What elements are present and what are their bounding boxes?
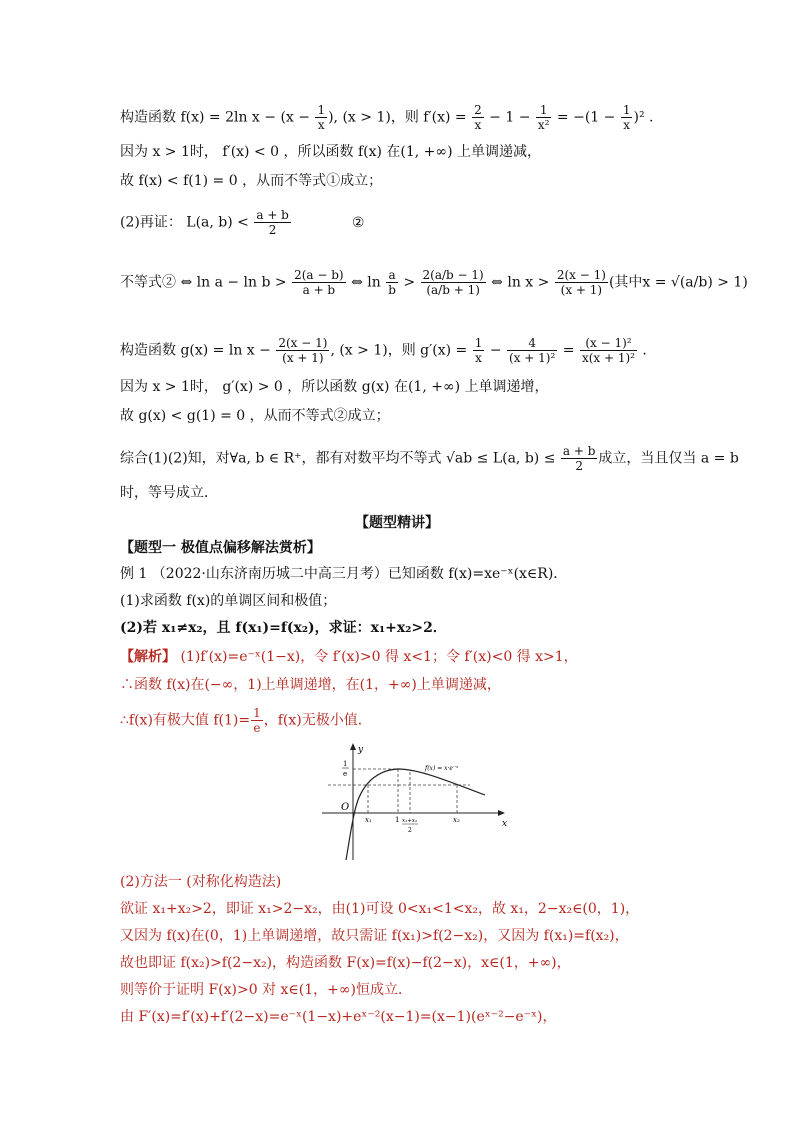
numerator: 1 <box>474 336 483 350</box>
text: ∴f(x)有极大值 f(1)= <box>120 712 251 729</box>
text: ), (x > 1)，则 f′(x) = <box>328 109 472 126</box>
numerator: 2(a − b) <box>294 268 344 282</box>
method-line-6: 由 F′(x)=f′(x)+f′(2−x)=e⁻ˣ(1−x)+eˣ⁻²(x−1)=(x−1)(eˣ⁻²−e⁻ˣ)， <box>120 1009 557 1025</box>
solution-line-2: ∴函数 f(x)在(−∞，1)上单调递增，在(1，+∞)上单调递减， <box>120 677 501 693</box>
numerator: 2(a/b − 1) <box>422 268 484 282</box>
text: (2)再证： L(a, b) < <box>120 214 254 231</box>
text: > <box>398 274 420 291</box>
x1-label: x₁ <box>365 816 372 824</box>
numerator: 1 <box>317 103 326 117</box>
text: 成立，当且仅当 a = b <box>598 450 739 467</box>
example-line: 例 1 （2022·山东济南历城二中高三月考）已知函数 f(x)=xe⁻ˣ(x∈R)． <box>120 566 568 582</box>
x2-label: x₂ <box>453 816 460 824</box>
denominator: e <box>253 721 261 735</box>
circled-two-mark: ② <box>351 214 365 231</box>
numerator: 4 <box>507 336 557 351</box>
construct-g-line <box>120 336 647 365</box>
text: . <box>637 342 647 359</box>
method-line-4: 故也即证 f(x₂)>f(2−x₂)，构造函数 F(x)=f(x)−f(2−x)，x∈(1，+∞)， <box>120 955 571 971</box>
construct-f-line <box>120 103 653 132</box>
fraction <box>254 208 291 237</box>
paragraph-line: 因为 x > 1时， f′(x) < 0 ，所以函数 f(x) 在(1, +∞) 上单调递减， <box>120 144 541 160</box>
mid-num-label: x₁+x₂ <box>402 818 418 824</box>
fraction <box>507 336 557 365</box>
denominator: x <box>475 351 482 365</box>
equivalence-line <box>120 268 748 297</box>
fraction <box>292 268 346 297</box>
text: ，f(x)无极小值． <box>263 712 372 729</box>
text: ⇔ ln x > <box>486 274 554 291</box>
question-2: (2)若 x₁≠x₂，且 f(x₁)=f(x₂)，求证：x₁+x₂>2． <box>120 620 447 636</box>
denominator: (x + 1) <box>560 283 603 297</box>
denominator: x(x + 1)² <box>581 351 635 365</box>
type-heading: 【题型一 极值点偏移解法赏析】 <box>120 540 321 556</box>
denominator: 2 <box>268 223 277 237</box>
method-line-1: (2)方法一 (对称化构造法) <box>120 874 282 890</box>
solution-line-1 <box>120 647 578 667</box>
text: , (x > 1)，则 g′(x) = <box>330 342 472 359</box>
paragraph-line: 故 g(x) < g(1) = 0 ，从而不等式②成立； <box>120 408 390 424</box>
numerator: 1 <box>622 103 631 117</box>
fraction <box>251 706 263 735</box>
method-line-3: 又因为 f(x)在(0，1)上单调递增，故只需证 f(x₁)>f(2−x₂)，又因为 f(x₁)=f(x₂)， <box>120 928 629 944</box>
text: − 1 − <box>484 109 535 126</box>
denominator: a + b <box>302 283 336 297</box>
denominator: x <box>474 118 482 132</box>
summary-line <box>120 444 739 473</box>
numerator: a + b <box>256 208 289 222</box>
method-line-2: 欲证 x₁+x₂>2，即证 x₁>2−x₂，由(1)可设 0<x₁<1<x₂，故 x₁，2−x₂∈(0，1)， <box>120 901 640 917</box>
text: − <box>485 342 507 359</box>
paragraph-line: 时，等号成立． <box>120 485 218 501</box>
claim-line <box>120 208 364 237</box>
fraction <box>580 336 637 365</box>
origin-label: O <box>341 802 350 813</box>
denominator: x <box>317 118 325 132</box>
mid-den-label: 2 <box>408 827 412 834</box>
section-heading: 【题型精讲】 <box>355 515 439 531</box>
denominator: 2 <box>575 459 583 473</box>
text: = <box>558 342 579 359</box>
paragraph-line: 因为 x > 1时， g′(x) > 0 ，所以函数 g(x) 在(1, +∞) 上单调递增， <box>120 379 549 395</box>
curve-label: f(x) = x·e⁻ˣ <box>425 765 459 772</box>
numerator: 2(x − 1) <box>278 336 328 350</box>
denominator: x² <box>537 118 550 132</box>
fraction <box>472 103 484 132</box>
text: 构造函数 g(x) = ln x − <box>120 342 276 359</box>
fraction <box>421 268 486 297</box>
x-axis-arrow <box>498 810 505 816</box>
solution-label: 【解析】 <box>120 649 176 665</box>
y-tick-num: 1 <box>343 760 348 768</box>
solution-line-3 <box>120 706 372 735</box>
numerator: 2 <box>474 103 482 117</box>
function-graph <box>320 742 510 862</box>
text: (1)f′(x)=e⁻ˣ(1−x)，令 f′(x)>0 得 x<1；令 f′(x)<0 得 x>1， <box>176 649 578 665</box>
fraction <box>386 268 398 297</box>
numerator: 1 <box>536 103 552 118</box>
denominator: x <box>623 118 631 132</box>
numerator: (x − 1)² <box>580 336 637 351</box>
paragraph-line: 故 f(x) < f(1) = 0 ，从而不等式①成立； <box>120 173 383 189</box>
y-axis-arrow <box>350 743 356 750</box>
denominator: b <box>388 283 396 297</box>
y-axis-label: y <box>358 745 364 755</box>
fraction <box>315 103 327 132</box>
text: (其中x = √(a/b) > 1) <box>608 274 748 291</box>
text: ⇔ ln <box>346 274 386 291</box>
denominator: (x + 1) <box>282 351 324 365</box>
text: 综合(1)(2)知，对∀a, b ∈ R⁺，都有对数平均不等式 √ab ≤ L(a, b) ≤ <box>120 450 560 467</box>
one-label: 1 <box>395 816 400 824</box>
text: 不等式② ⇔ ln a − ln b > <box>120 274 292 291</box>
fraction <box>621 103 633 132</box>
numerator: 1 <box>253 706 261 720</box>
x-axis-label: x <box>502 819 508 829</box>
fraction <box>276 336 329 365</box>
text: = −(1 − <box>552 109 620 126</box>
fraction <box>473 336 485 365</box>
numerator: a + b <box>562 444 596 458</box>
denominator: (a/b + 1) <box>426 283 480 297</box>
question-1: (1)求函数 f(x)的单调区间和极值； <box>120 593 337 609</box>
numerator: a <box>386 268 398 283</box>
text: 构造函数 f(x) = 2ln x − (x − <box>120 109 315 126</box>
numerator: 2(x − 1) <box>556 268 606 282</box>
fraction <box>536 103 552 132</box>
y-tick-den: e <box>343 770 348 778</box>
text: )² . <box>633 109 654 126</box>
denominator: (x + 1)² <box>509 351 556 365</box>
fraction <box>555 268 608 297</box>
fraction <box>561 444 598 473</box>
curve <box>346 769 485 860</box>
method-line-5: 则等价于证明 F(x)>0 对 x∈(1，+∞)恒成立． <box>120 982 413 998</box>
